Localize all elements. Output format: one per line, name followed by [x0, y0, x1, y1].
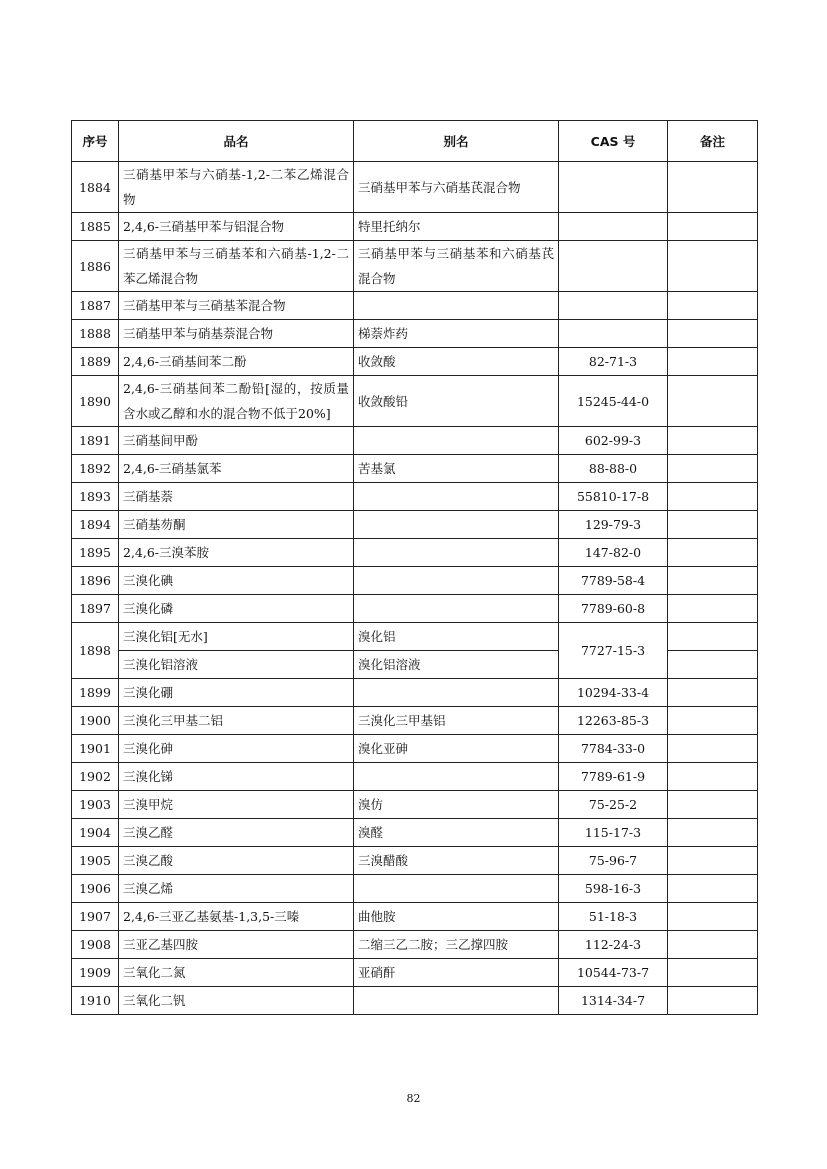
chemical-alias [354, 539, 559, 567]
remarks [668, 903, 758, 931]
chemical-alias [354, 483, 559, 511]
chemical-name: 2,4,6-三硝基甲苯与铝混合物 [119, 213, 354, 241]
chemical-name: 三溴化铝溶液 [119, 651, 354, 679]
header-note: 备注 [668, 121, 758, 162]
cas-number: 55810-17-8 [559, 483, 668, 511]
remarks [668, 931, 758, 959]
chemical-name: 三硝基芴酮 [119, 511, 354, 539]
chemical-name: 2,4,6-三硝基间苯二酚铅[湿的，按质量含水或乙醇和水的混合物不低于20%] [119, 376, 354, 427]
cas-number [559, 320, 668, 348]
cas-number: 7789-58-4 [559, 567, 668, 595]
header-num: 序号 [72, 121, 119, 162]
row-number: 1890 [72, 376, 119, 427]
table-row [72, 162, 758, 213]
cas-number: 12263-85-3 [559, 707, 668, 735]
chemical-alias: 亚硝酐 [354, 959, 559, 987]
chemical-alias: 溴醛 [354, 819, 559, 847]
chemical-name: 三溴化锑 [119, 763, 354, 791]
row-number: 1892 [72, 455, 119, 483]
row-number: 1891 [72, 427, 119, 455]
table-row [72, 213, 758, 241]
remarks [668, 162, 758, 213]
row-number: 1908 [72, 931, 119, 959]
table-row [72, 875, 758, 903]
chemical-alias [354, 567, 559, 595]
table-row [72, 987, 758, 1015]
cas-number: 598-16-3 [559, 875, 668, 903]
chemical-name: 三硝基甲苯与三硝基苯和六硝基-1,2-二苯乙烯混合物 [119, 241, 354, 292]
table-row [72, 455, 758, 483]
row-number: 1905 [72, 847, 119, 875]
table-row [72, 763, 758, 791]
chemical-alias [354, 511, 559, 539]
hazardous-chemicals-table [71, 120, 758, 1015]
remarks [668, 707, 758, 735]
chemical-alias [354, 595, 559, 623]
row-number: 1887 [72, 292, 119, 320]
cas-number: 7784-33-0 [559, 735, 668, 763]
chemical-name: 三溴化硼 [119, 679, 354, 707]
remarks [668, 511, 758, 539]
table-header-row [72, 121, 758, 162]
cas-number: 88-88-0 [559, 455, 668, 483]
chemical-name: 三亚乙基四胺 [119, 931, 354, 959]
remarks [668, 847, 758, 875]
cas-number: 7789-61-9 [559, 763, 668, 791]
table-row [72, 819, 758, 847]
chemical-name: 三氧化二钒 [119, 987, 354, 1015]
chemical-name: 三硝基甲苯与三硝基苯混合物 [119, 292, 354, 320]
chemical-alias: 收敛酸铅 [354, 376, 559, 427]
remarks [668, 735, 758, 763]
remarks [668, 679, 758, 707]
remarks [668, 623, 758, 651]
table-row [72, 511, 758, 539]
chemical-name: 2,4,6-三硝基氯苯 [119, 455, 354, 483]
table-row [72, 483, 758, 511]
chemical-name: 三氧化二氮 [119, 959, 354, 987]
chemical-alias: 三硝基甲苯与六硝基芪混合物 [354, 162, 559, 213]
remarks [668, 539, 758, 567]
chemical-alias: 溴化铝溶液 [354, 651, 559, 679]
chemical-alias: 三硝基甲苯与三硝基苯和六硝基芪混合物 [354, 241, 559, 292]
remarks [668, 819, 758, 847]
chemical-name: 三硝基间甲酚 [119, 427, 354, 455]
row-number: 1907 [72, 903, 119, 931]
remarks [668, 651, 758, 679]
row-number: 1909 [72, 959, 119, 987]
chemical-alias: 溴化铝 [354, 623, 559, 651]
cas-number: 15245-44-0 [559, 376, 668, 427]
cas-number [559, 292, 668, 320]
remarks [668, 455, 758, 483]
chemical-name: 三溴化铝[无水] [119, 623, 354, 651]
row-number: 1902 [72, 763, 119, 791]
chemical-name: 2,4,6-三亚乙基氨基-1,3,5-三嗪 [119, 903, 354, 931]
cas-number: 115-17-3 [559, 819, 668, 847]
chemical-alias: 苦基氯 [354, 455, 559, 483]
row-number: 1903 [72, 791, 119, 819]
chemical-name: 三溴甲烷 [119, 791, 354, 819]
table-row [72, 567, 758, 595]
chemical-name: 2,4,6-三硝基间苯二酚 [119, 348, 354, 376]
chemical-alias: 曲他胺 [354, 903, 559, 931]
chemical-name: 三溴化碘 [119, 567, 354, 595]
remarks [668, 567, 758, 595]
cas-number: 112-24-3 [559, 931, 668, 959]
table-row [72, 348, 758, 376]
table-row [72, 376, 758, 427]
chemical-alias [354, 427, 559, 455]
table-row [72, 427, 758, 455]
remarks [668, 213, 758, 241]
row-number: 1896 [72, 567, 119, 595]
cas-number: 82-71-3 [559, 348, 668, 376]
cas-number: 75-25-2 [559, 791, 668, 819]
chemical-alias: 三溴醋酸 [354, 847, 559, 875]
cas-number: 147-82-0 [559, 539, 668, 567]
chemical-alias: 三溴化三甲基铝 [354, 707, 559, 735]
header-name: 品名 [119, 121, 354, 162]
page-number: 82 [406, 1092, 421, 1105]
row-number: 1899 [72, 679, 119, 707]
table-body [72, 162, 758, 1015]
row-number: 1906 [72, 875, 119, 903]
row-number: 1901 [72, 735, 119, 763]
remarks [668, 483, 758, 511]
row-number: 1888 [72, 320, 119, 348]
table-row [72, 320, 758, 348]
table-row [72, 791, 758, 819]
chemical-name: 三溴乙烯 [119, 875, 354, 903]
remarks [668, 987, 758, 1015]
chemical-name: 三溴化三甲基二铝 [119, 707, 354, 735]
row-number: 1889 [72, 348, 119, 376]
table-row [72, 931, 758, 959]
cas-number: 129-79-3 [559, 511, 668, 539]
cas-number: 10544-73-7 [559, 959, 668, 987]
remarks [668, 348, 758, 376]
table-row [72, 595, 758, 623]
chemical-name: 三硝基甲苯与六硝基-1,2-二苯乙烯混合物 [119, 162, 354, 213]
row-number: 1895 [72, 539, 119, 567]
chemical-alias: 二缩三乙二胺；三乙撑四胺 [354, 931, 559, 959]
table-row [72, 623, 758, 651]
row-number: 1898 [72, 623, 119, 679]
remarks [668, 875, 758, 903]
chemical-alias [354, 875, 559, 903]
row-number: 1897 [72, 595, 119, 623]
cas-number: 51-18-3 [559, 903, 668, 931]
table-row [72, 292, 758, 320]
row-number: 1904 [72, 819, 119, 847]
remarks [668, 959, 758, 987]
row-number: 1900 [72, 707, 119, 735]
table-row [72, 707, 758, 735]
row-number: 1885 [72, 213, 119, 241]
chemical-alias [354, 987, 559, 1015]
chemical-alias: 收敛酸 [354, 348, 559, 376]
row-number: 1894 [72, 511, 119, 539]
table-row [72, 539, 758, 567]
row-number: 1893 [72, 483, 119, 511]
cas-number: 7789-60-8 [559, 595, 668, 623]
remarks [668, 376, 758, 427]
remarks [668, 241, 758, 292]
chemical-alias [354, 679, 559, 707]
chemical-alias: 溴化亚砷 [354, 735, 559, 763]
cas-number [559, 213, 668, 241]
chemical-name: 三硝基萘 [119, 483, 354, 511]
row-number: 1884 [72, 162, 119, 213]
table-row [72, 959, 758, 987]
table-row [72, 903, 758, 931]
remarks [668, 791, 758, 819]
remarks [668, 427, 758, 455]
chemical-name: 三溴化磷 [119, 595, 354, 623]
table-row [72, 679, 758, 707]
cas-number: 1314-34-7 [559, 987, 668, 1015]
row-number: 1886 [72, 241, 119, 292]
chemical-alias: 梯萘炸药 [354, 320, 559, 348]
cas-number: 7727-15-3 [559, 623, 668, 679]
table-row [72, 241, 758, 292]
chemical-name: 三溴化砷 [119, 735, 354, 763]
chemical-name: 2,4,6-三溴苯胺 [119, 539, 354, 567]
row-number: 1910 [72, 987, 119, 1015]
header-cas: CAS 号 [559, 121, 668, 162]
chemical-name: 三溴乙酸 [119, 847, 354, 875]
chemical-alias [354, 292, 559, 320]
chemical-alias: 溴仿 [354, 791, 559, 819]
remarks [668, 763, 758, 791]
cas-number: 602-99-3 [559, 427, 668, 455]
cas-number [559, 241, 668, 292]
remarks [668, 292, 758, 320]
cas-number [559, 162, 668, 213]
table-row [72, 847, 758, 875]
remarks [668, 320, 758, 348]
chemical-alias [354, 763, 559, 791]
cas-number: 75-96-7 [559, 847, 668, 875]
cas-number: 10294-33-4 [559, 679, 668, 707]
table-row [72, 735, 758, 763]
chemical-alias: 特里托纳尔 [354, 213, 559, 241]
remarks [668, 595, 758, 623]
chemical-name: 三溴乙醛 [119, 819, 354, 847]
chemical-name: 三硝基甲苯与硝基萘混合物 [119, 320, 354, 348]
header-alias: 别名 [354, 121, 559, 162]
